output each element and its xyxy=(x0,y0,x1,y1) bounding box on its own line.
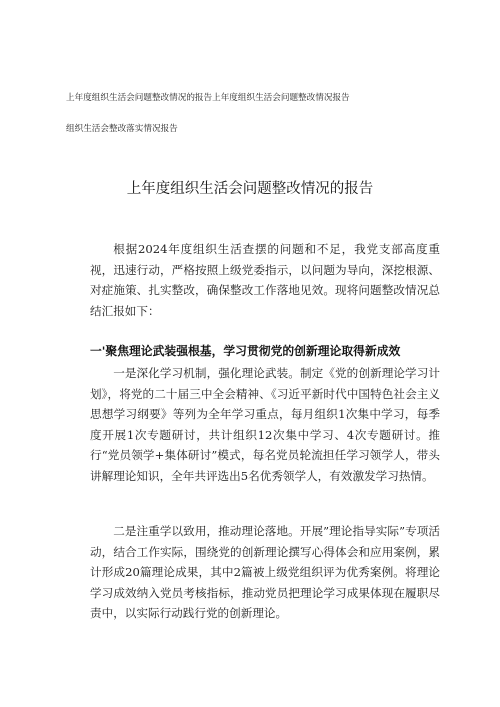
paragraph-study-mechanism: 一是深化学习机制，强化理论武装。制定《党的创新理论学习计划》，将党的二十届三中全会精神、《习近平新时代中国特色社会主义思想学习纲要》等列为全年学习重点，每月组织1次集中学习，每季度开展1次专题研讨，共计组织12次集中学习、4次专题研讨。推行“党员领学+集体研讨”模式，每名党员轮流担任学习领学人，带头讲解理论知识，全年共评选出5名优秀领学人，有效激发学习热情。 xyxy=(90,366,440,483)
paragraph-apply-theory: 二是注重学以致用，推动理论落地。开展”理论指导实际”专项活动，结合工作实际，围绕党的创新理论撰写心得体会和应用案例，累计形成20篇理论成果，其中2篇被上级党组织评为优秀案例。将理论学习成效纳入党员考核指标，推动党员把理论学习成果体现在履职尽责中，以实际行动践行党的创新理论。 xyxy=(90,524,440,621)
section-heading: 一'聚焦理论武装强根基，学习贯彻党的创新理论取得新成效 xyxy=(90,344,401,358)
intro-paragraph: 根据2024年度组织生活查摆的问题和不足，我党支部高度重视，迅速行动，严格按照上级党委指示，以问题为导向，深挖根源、对症施策、扎实整改，确保整改工作落地见效。现将问题整改情况总结汇报如下： xyxy=(90,242,440,318)
header-line-2: 组织生活会整改落实情况报告 xyxy=(66,124,178,134)
header-line-1: 上年度组织生活会问题整改情况的报告上年度组织生活会问题整改情况报告 xyxy=(66,93,350,103)
document-title: 上年度组织生活会问题整改情况的报告 xyxy=(126,181,374,197)
